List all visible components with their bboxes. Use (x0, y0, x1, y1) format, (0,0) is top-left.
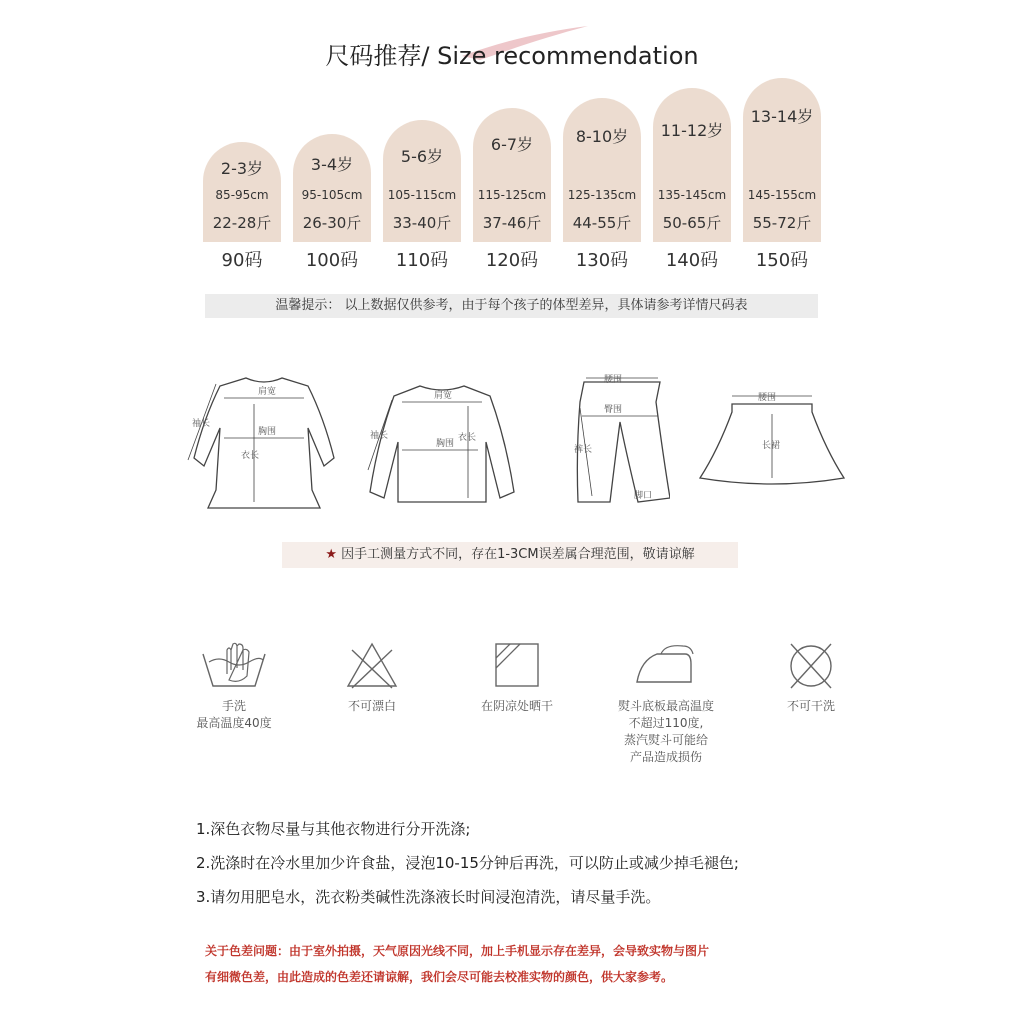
dress-sleeve-label: 袖长 (192, 419, 211, 429)
size-height: 105-115cm (387, 188, 457, 202)
size-height: 115-125cm (477, 188, 547, 202)
size-card-90 (203, 142, 281, 242)
pants-waist-label: 腰围 (604, 375, 623, 385)
tip-banner: 温馨提示： 以上数据仅供参考，由于每个孩子的体型差异，具体请参考详情尺码表 (205, 294, 818, 318)
size-height: 85-95cm (215, 188, 269, 202)
pants-diagram (560, 372, 670, 512)
size-code: 120码 (485, 250, 539, 271)
size-height: 95-105cm (301, 188, 363, 202)
size-age: 8-10岁 (575, 127, 629, 146)
care-label: 产品造成损伤 (629, 750, 702, 764)
shirt-chest-label: 胸围 (436, 439, 455, 449)
size-weight: 22-28斤 (212, 214, 272, 232)
care-label: 蒸汽熨斗可能给 (623, 733, 708, 747)
size-card-120 (473, 108, 551, 242)
pants-length-label: 裤长 (574, 445, 593, 455)
notice-text: 因手工测量方式不同，存在1-3CM误差属合理范围，敬请谅解 (341, 547, 695, 562)
size-age: 2-3岁 (220, 159, 264, 178)
instruction-1: 1.深色衣物尽量与其他衣物进行分开洗涤; (196, 820, 471, 838)
care-no-dry-clean (776, 640, 846, 715)
shirt-sleeve-label: 袖长 (370, 431, 389, 441)
size-code: 150码 (755, 250, 809, 271)
care-label: 手洗 (221, 699, 246, 713)
size-code: 90码 (221, 250, 263, 271)
star-icon: ★ (325, 547, 338, 562)
care-label: 不可干洗 (786, 699, 835, 713)
shirt-diagram (362, 380, 522, 510)
size-height: 145-155cm (747, 188, 817, 202)
skirt-diagram (696, 390, 846, 490)
size-code: 140码 (665, 250, 719, 271)
care-label: 不可漂白 (347, 699, 396, 713)
size-height: 135-145cm (657, 188, 727, 202)
size-weight: 55-72斤 (752, 214, 812, 232)
care-no-bleach (332, 640, 412, 715)
color-disclaimer-line-2: 有细微色差，由此造成的色差还请谅解，我们会尽可能去校准实物的颜色，供大家参考。 (205, 970, 674, 984)
size-age: 6-7岁 (490, 135, 534, 154)
shirt-length-label: 衣长 (458, 433, 477, 443)
no-bleach-icon (344, 640, 400, 690)
size-age: 13-14岁 (750, 107, 814, 126)
size-weight: 44-55斤 (572, 214, 632, 232)
size-code: 130码 (575, 250, 629, 271)
instruction-3: 3.请勿用肥皂水，洗衣粉类碱性洗涤液长时间浸泡清洗，请尽量手洗。 (196, 888, 661, 906)
shirt-shoulder-label: 肩宽 (434, 391, 453, 401)
care-label: 在阴凉处晒干 (480, 699, 553, 713)
skirt-waist-label: 腰围 (758, 393, 777, 403)
care-label: 熨斗底板最高温度 (617, 699, 714, 713)
size-age: 5-6岁 (400, 147, 444, 166)
dress-length-label: 衣长 (241, 451, 260, 461)
pants-leg-label: 脚口 (634, 491, 653, 501)
page-title: 尺码推荐/ Size recommendation (0, 36, 1024, 71)
care-label: 最高温度40度 (196, 716, 272, 730)
skirt-length-label: 长裙 (762, 441, 781, 451)
size-card-140 (653, 88, 731, 242)
size-code: 110码 (395, 250, 449, 271)
instruction-2: 2.洗涤时在冷水里加少许食盐，浸泡10-15分钟后再洗，可以防止或减少掉毛褪色; (196, 854, 739, 872)
care-iron (604, 640, 728, 766)
size-card-100 (293, 134, 371, 242)
size-card-130 (563, 98, 641, 242)
size-age: 11-12岁 (660, 121, 724, 140)
size-card-110 (383, 120, 461, 242)
size-weight: 26-30斤 (302, 214, 362, 232)
dress-chest-label: 胸围 (258, 427, 277, 437)
size-code: 100码 (305, 250, 359, 271)
shade-dry-icon (492, 640, 542, 690)
hand-wash-icon (199, 640, 269, 690)
size-height: 125-135cm (567, 188, 637, 202)
care-label: 不超过110度, (628, 716, 704, 730)
no-dry-clean-icon (783, 640, 839, 690)
care-hand-wash (186, 640, 282, 732)
measurement-notice (282, 542, 738, 568)
size-weight: 33-40斤 (392, 214, 452, 232)
care-shade-dry (462, 640, 572, 715)
size-weight: 37-46斤 (482, 214, 542, 232)
size-weight: 50-65斤 (662, 214, 722, 232)
iron-icon (631, 640, 701, 690)
pants-hip-label: 臀围 (604, 405, 623, 415)
dress-diagram (184, 368, 344, 518)
size-card-150 (743, 78, 821, 242)
size-age: 3-4岁 (310, 155, 354, 174)
color-disclaimer-line-1: 关于色差问题：由于室外拍摄，天气原因光线不同，加上手机显示存在差异，会导致实物与图片 (205, 944, 710, 958)
dress-shoulder-label: 肩宽 (258, 387, 277, 397)
